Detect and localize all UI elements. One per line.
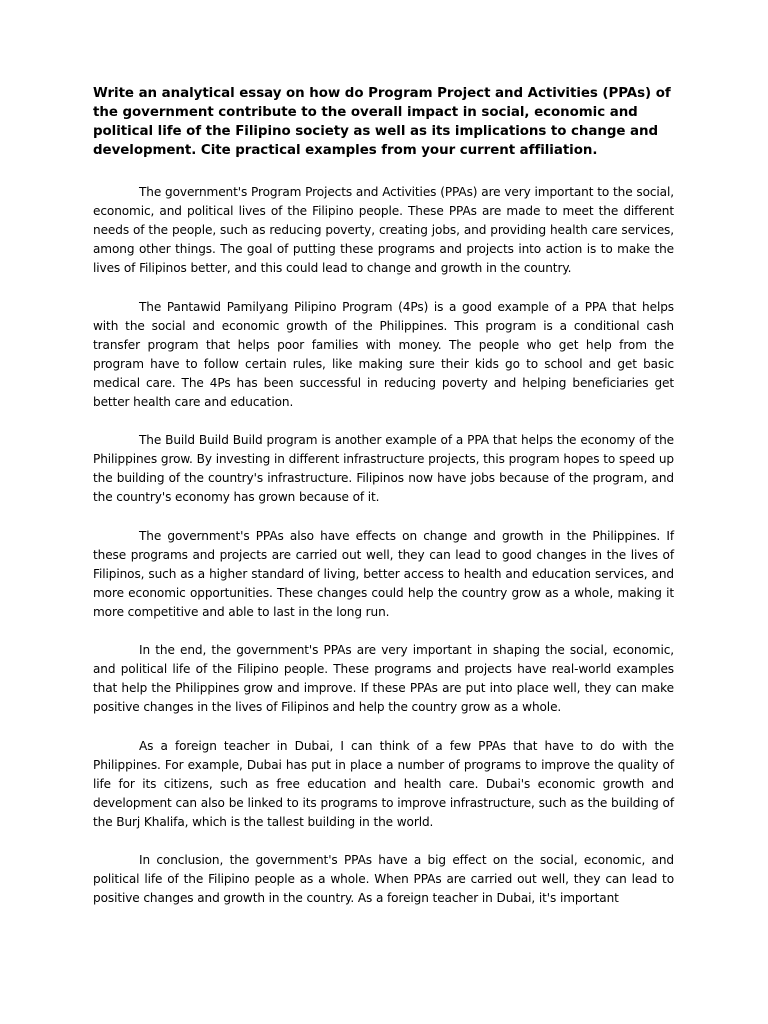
essay-prompt: Write an analytical essay on how do Program Project and Activities (PPAs) of the government contribute to the overall impact in social, economic and political life of the Filipino society as well as its implications to change and development. Cite practical examples from your current affiliation. [93,86,671,158]
paragraph-build-build-build: The Build Build Build program is another example of a PPA that helps the economy of the Philippines grow. By investing in different infrastructure projects, this program hopes to speed up the building of the country's infrastructure. Filipinos now have jobs because of the program, and the country's economy has grown because of it. [93,433,674,504]
paragraph-intro: The government's Program Projects and Activities (PPAs) are very important to the social, economic, and political lives of the Filipino people. These PPAs are made to meet the different needs of the people, such as reducing poverty, creating jobs, and providing health care services, among other things. The goal of putting these programs and projects into action is to make the lives of Filipinos better, and this could lead to change and growth in the country. [93,185,674,275]
paragraph-effects: The government's PPAs also have effects on change and growth in the Philippines. If these programs and projects are carried out well, they can lead to good changes in the lives of Filipinos, such as a higher standard of living, better access to health and education services, and more economic opportunities. These changes could help the country grow as a whole, making it more competitive and able to last in the long run. [93,528,674,619]
paragraph-dubai: As a foreign teacher in Dubai, I can think of a few PPAs that have to do with the Philippines. For example, Dubai has put in place a number of programs to improve the quality of life for its citizens, such as free education and health care. Dubai's economic growth and development can also be linked to its programs to improve infrastructure, such as the building of the Burj Khalifa, which is the tallest building in the world. [93,738,674,829]
paragraph-conclusion: In conclusion, the government's PPAs have a big effect on the social, economic, and political life of the Filipino people as a whole. When PPAs are carried out well, they can lead to positive changes and growth in the country. As a foreign teacher in Dubai, it's important [93,853,674,905]
paragraph-in-the-end: In the end, the government's PPAs are very important in shaping the social, economic, and political life of the Filipino people. These programs and projects have real-world examples that help the Philippines grow and improve. If these PPAs are put into place well, they can make positive changes in the lives of Filipinos and help the country grow as a whole. [93,643,674,714]
paragraph-4ps: The Pantawid Pamilyang Pilipino Program (4Ps) is a good example of a PPA that helps with the social and economic growth of the Philippines. This program is a conditional cash transfer program that helps poor families with money. The people who get help from the program have to follow certain rules, like making sure their kids go to school and get basic medical care. The 4Ps has been successful in reducing poverty and helping beneficiaries get better health care and education. [93,299,674,409]
document-page [93,84,674,928]
